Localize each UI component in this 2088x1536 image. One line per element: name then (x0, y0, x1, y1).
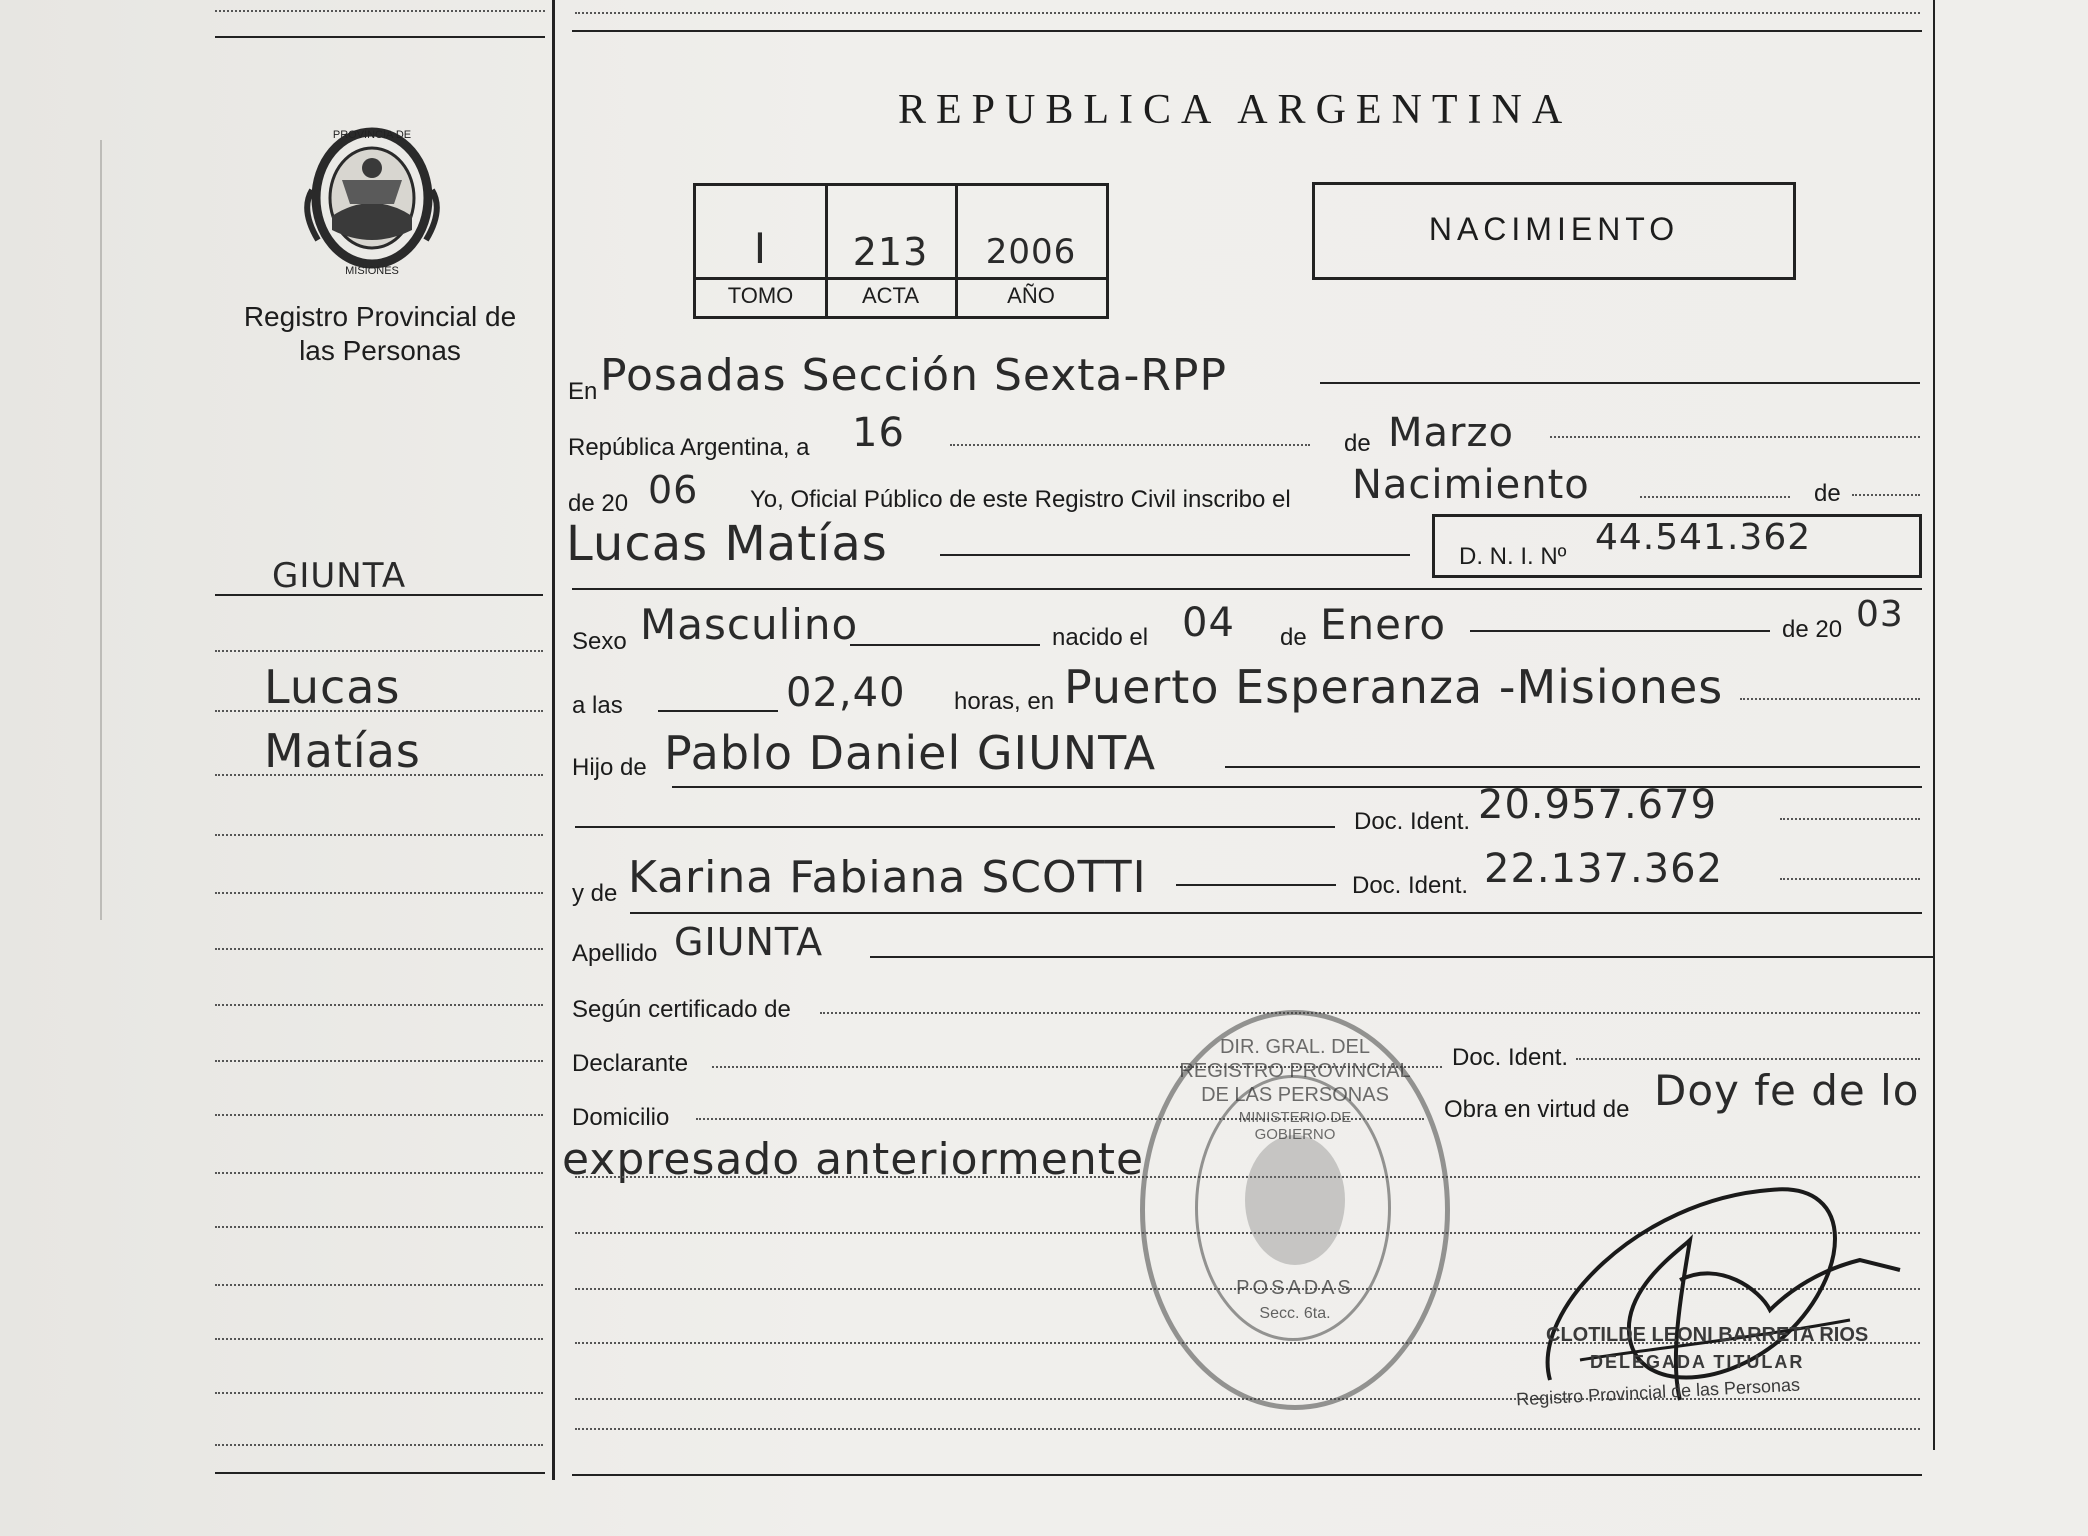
hijo-label: Hijo de (572, 754, 647, 781)
margin-given-name-2: Matías (264, 724, 421, 778)
name-line (940, 554, 1410, 556)
sexo-label: Sexo (572, 628, 627, 655)
tomo-value: I (753, 224, 768, 273)
statement-label: Yo, Oficial Público de este Registro Civil inscribo el (750, 486, 1291, 513)
anio-label: AÑO (1007, 283, 1055, 308)
birth-day: 04 (1182, 600, 1235, 646)
margin-dotted-line (215, 1338, 543, 1340)
margin-given-name-1: Lucas (264, 660, 401, 714)
father-doc-dotted-line (1780, 818, 1920, 820)
registration-month: Marzo (1388, 410, 1514, 456)
stamp-inner-text: MINISTERIO DE GOBIERNO (1238, 1109, 1352, 1143)
top-dotted-line-right (575, 12, 1920, 14)
signer-role: DELEGADA TITULAR (1590, 1352, 1805, 1372)
dni-box (1432, 514, 1922, 578)
margin-dotted-line (215, 834, 543, 836)
record-number-box (693, 183, 1109, 319)
birth-time: 02,40 (786, 670, 906, 716)
tomo-label: TOMO (727, 283, 794, 308)
apellido-label: Apellido (572, 940, 658, 967)
place-dotted-line (1740, 698, 1920, 700)
seal-text-bottom: MISIONES (345, 265, 399, 277)
obra-label: Obra en virtud de (1444, 1096, 1630, 1123)
declarante-doc-label: Doc. Ident. (1452, 1044, 1569, 1071)
stamp-ring-text: DIR. GRAL. DEL REGISTRO PROVINCIAL DE LAS PERSONAS (1179, 1036, 1411, 1106)
segun-label: Según certificado de (572, 996, 791, 1023)
margin-dotted-line (215, 1172, 543, 1174)
page-fold-line (100, 140, 102, 920)
republica-label: República Argentina, a (568, 434, 810, 461)
registration-day: 16 (852, 410, 905, 456)
signer-office: Registro Provincial de las Personas (1515, 1374, 1801, 1410)
birth-month-de-label: de (1280, 624, 1307, 651)
birth-month-line (1470, 630, 1770, 632)
right-border (1933, 0, 1935, 1450)
obra-value: Doy fe de lo (1654, 1066, 1920, 1115)
en-label: En (568, 378, 598, 405)
act-recorded: Nacimiento (1352, 462, 1590, 508)
official-stamp (1140, 1010, 1450, 1410)
top-rule-right (572, 30, 1922, 32)
child-name: Lucas Matías (566, 516, 888, 572)
margin-surname-rule (215, 594, 543, 596)
mother-underline (630, 912, 1922, 914)
time-line (658, 710, 778, 712)
margin-dotted-line (215, 948, 543, 950)
place-of-registry: Posadas Sección Sexta-RPP (600, 350, 1227, 401)
acta-label: ACTA (861, 283, 920, 308)
name-section-rule (572, 588, 1922, 590)
birth-year-prefix-label: de 20 (1782, 616, 1843, 643)
margin-dotted-line (215, 892, 543, 894)
act-type-box (1312, 182, 1796, 280)
provincial-coat-of-arms-icon (298, 120, 446, 278)
registration-year: 06 (648, 468, 699, 512)
seal-text-top: PROVINCIA DE (332, 129, 412, 141)
segun-dotted-line (820, 1012, 1920, 1014)
apellido-line (870, 956, 1934, 958)
margin-dotted-line (215, 1114, 543, 1116)
mother-doc-dotted-line (1780, 878, 1920, 880)
en-line (1320, 382, 1920, 384)
domicilio-continuation: expresado anteriormente (562, 1134, 1145, 1185)
bottom-rule (572, 1474, 1922, 1476)
apellido-value: GIUNTA (674, 920, 824, 964)
act-dotted-line-end (1852, 494, 1920, 496)
stamp-section: Secc. 6ta. (1259, 1305, 1331, 1322)
father-underline (672, 786, 1922, 788)
margin-surname: GIUNTA (272, 556, 407, 596)
month-dotted-line (1550, 436, 1920, 438)
horas-label: horas, en (954, 688, 1055, 715)
margin-dotted-line (215, 1284, 543, 1286)
father-doc-label: Doc. Ident. (1354, 808, 1471, 835)
margin-dotted-line (215, 710, 543, 712)
dni-number: 44.541.362 (1595, 517, 1812, 558)
margin-dotted-line (215, 774, 543, 776)
top-rule-left (215, 36, 545, 38)
country-title: REPUBLICA ARGENTINA (898, 87, 1573, 133)
declarante-label: Declarante (572, 1050, 689, 1077)
acta-value: 213 (852, 230, 929, 274)
signer-name: CLOTILDE LEONI BARRETA RIOS (1546, 1324, 1869, 1346)
margin-dotted-line (215, 1226, 543, 1228)
y-de-label: y de (572, 880, 618, 907)
dni-label: D. N. I. Nº (1459, 543, 1567, 570)
sexo-line (850, 644, 1040, 646)
margin-dotted-line (215, 1444, 543, 1446)
stamp-portrait (1245, 1135, 1345, 1265)
year-prefix-label: de 20 (568, 490, 629, 517)
nacido-label: nacido el (1052, 624, 1149, 651)
father-doc: 20.957.679 (1478, 782, 1718, 828)
mother-line (1176, 884, 1336, 886)
top-dotted-line-left (215, 10, 545, 12)
father-line (1225, 766, 1920, 768)
anio-value: 2006 (985, 232, 1077, 272)
margin-dotted-line (215, 1004, 543, 1006)
father-doc-line (575, 826, 1335, 828)
declarante-doc-dotted-line (1576, 1058, 1920, 1060)
domicilio-label: Domicilio (572, 1104, 670, 1131)
birth-year: 03 (1856, 594, 1904, 635)
de-label-2: de (1814, 480, 1841, 507)
a-las-label: a las (572, 692, 623, 719)
margin-dotted-line (215, 1392, 543, 1394)
margin-dotted-line (215, 1060, 543, 1062)
stamp-city: POSADAS (1236, 1277, 1354, 1299)
body-dotted-line (575, 1428, 1920, 1430)
father-name: Pablo Daniel GIUNTA (664, 726, 1157, 780)
margin-dotted-line (215, 650, 543, 652)
act-type: NACIMIENTO (1428, 211, 1680, 247)
de-label: de (1344, 430, 1371, 457)
sexo-value: Masculino (640, 600, 859, 649)
act-dotted-line (1640, 496, 1790, 498)
mother-doc-label: Doc. Ident. (1352, 872, 1469, 899)
mother-doc: 22.137.362 (1484, 846, 1724, 892)
birth-month: Enero (1320, 600, 1447, 649)
birth-place: Puerto Esperanza -Misiones (1064, 660, 1724, 714)
registry-name: Registro Provincial de las Personas (243, 301, 517, 366)
day-dotted-line (950, 444, 1310, 446)
margin-divider (552, 0, 555, 1480)
mother-name: Karina Fabiana SCOTTI (628, 852, 1147, 903)
margin-bottom-rule (215, 1472, 545, 1474)
